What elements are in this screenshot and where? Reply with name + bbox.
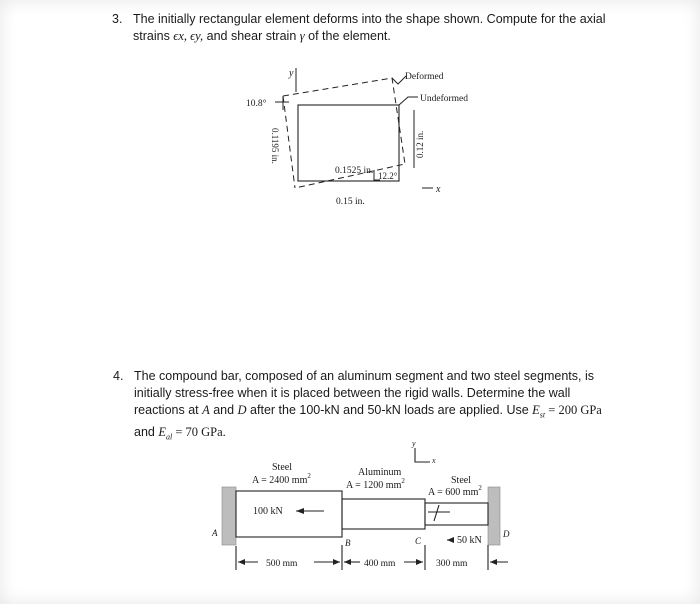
aluminum-label: Aluminum	[358, 467, 402, 478]
x-axis-label: x	[436, 184, 441, 195]
arrowhead	[490, 559, 497, 565]
area-mid-label	[346, 477, 405, 491]
gamma-symbol: γ	[299, 29, 305, 43]
point-c-label: C	[415, 536, 422, 546]
area-mid-exp: 2	[401, 477, 405, 485]
problem-3-text: strains	[133, 29, 174, 43]
load-50-label: 50 kN	[457, 535, 482, 546]
problem-4-text: and	[134, 424, 159, 439]
point-b-label: B	[345, 538, 351, 548]
area-right-label	[428, 484, 482, 498]
y-axis-label: y	[289, 68, 294, 79]
arrowhead	[344, 559, 351, 565]
arrowhead	[238, 559, 245, 565]
length-400-label: 400 mm	[364, 559, 396, 569]
arrowhead	[416, 559, 423, 565]
angle-label-right: 12.2°	[378, 171, 398, 181]
problem-4-text: and	[209, 403, 238, 417]
load-50-arrowhead	[447, 537, 454, 543]
y-axis-label: y	[412, 439, 416, 448]
angle-label-left: 10.8°	[246, 99, 267, 109]
load-100-label: 100 kN	[253, 506, 283, 517]
strain-symbols: ϵx, ϵy,	[173, 29, 204, 43]
load-100-arrowhead	[296, 508, 304, 514]
modulus-steel-subscript: st	[539, 410, 546, 420]
area-left-text: A = 2400 mm	[252, 475, 308, 486]
arrowhead	[333, 559, 340, 565]
area-left-exp: 2	[307, 472, 311, 480]
area-right-text: A = 600 mm	[428, 487, 479, 498]
x-axis-label: x	[432, 456, 436, 465]
problem-4-number: 4.	[113, 369, 124, 383]
steel-left-label: Steel	[272, 462, 292, 473]
deformed-label: Deformed	[405, 72, 444, 82]
problem-4-line-2: initially stress-free when it is placed between the rigid walls. Determine the wall	[134, 386, 571, 400]
point-d-ref: D	[237, 403, 247, 417]
point-d-label: D	[503, 529, 510, 539]
dim-label-left-height: 0.1195 in.	[270, 128, 280, 164]
dim-label-deformed-width: 0.1525 in.	[335, 166, 374, 176]
steel-segment-left	[236, 491, 342, 537]
point-a-label: A	[212, 528, 218, 538]
problem-4-line-1: The compound bar, composed of an aluminum segment and two steel segments, is	[134, 369, 594, 383]
left-wall	[222, 487, 236, 545]
undeformed-label: Undeformed	[420, 94, 469, 104]
problem-4-text: reactions at	[134, 403, 203, 417]
problem-3-text: of the element.	[304, 29, 391, 43]
point-a-ref: A	[202, 403, 210, 417]
problem-3-line-1: The initially rectangular element deforms into the shape shown. Compute for the axial	[133, 12, 606, 26]
area-mid-text: A = 1200 mm	[346, 480, 402, 491]
problem-3-text: and shear strain	[203, 29, 300, 43]
load-50-marker	[434, 505, 439, 521]
problem-3-number: 3.	[112, 12, 123, 26]
steel-segment-right	[425, 503, 488, 525]
length-300-label: 300 mm	[436, 559, 468, 569]
area-left-label	[252, 472, 311, 486]
area-right-exp: 2	[478, 484, 482, 492]
modulus-al-subscript: al	[165, 432, 173, 441]
dim-label-right-height: 0.12 in.	[415, 130, 425, 158]
modulus-steel-symbol: E	[532, 403, 540, 417]
right-wall	[488, 487, 500, 545]
modulus-steel-value: = 200 GPa	[545, 403, 602, 417]
length-500-label: 500 mm	[266, 559, 298, 569]
steel-right-label: Steel	[451, 475, 471, 486]
modulus-al-value: = 70 GPa.	[172, 424, 226, 439]
dim-label-undeformed-width: 0.15 in.	[336, 197, 365, 207]
aluminum-segment	[342, 499, 425, 529]
modulus-al-symbol: E	[158, 424, 166, 439]
xy-axes	[415, 448, 430, 462]
problem-4-text: after the 100-kN and 50-kN loads are applied. Use	[246, 403, 533, 417]
